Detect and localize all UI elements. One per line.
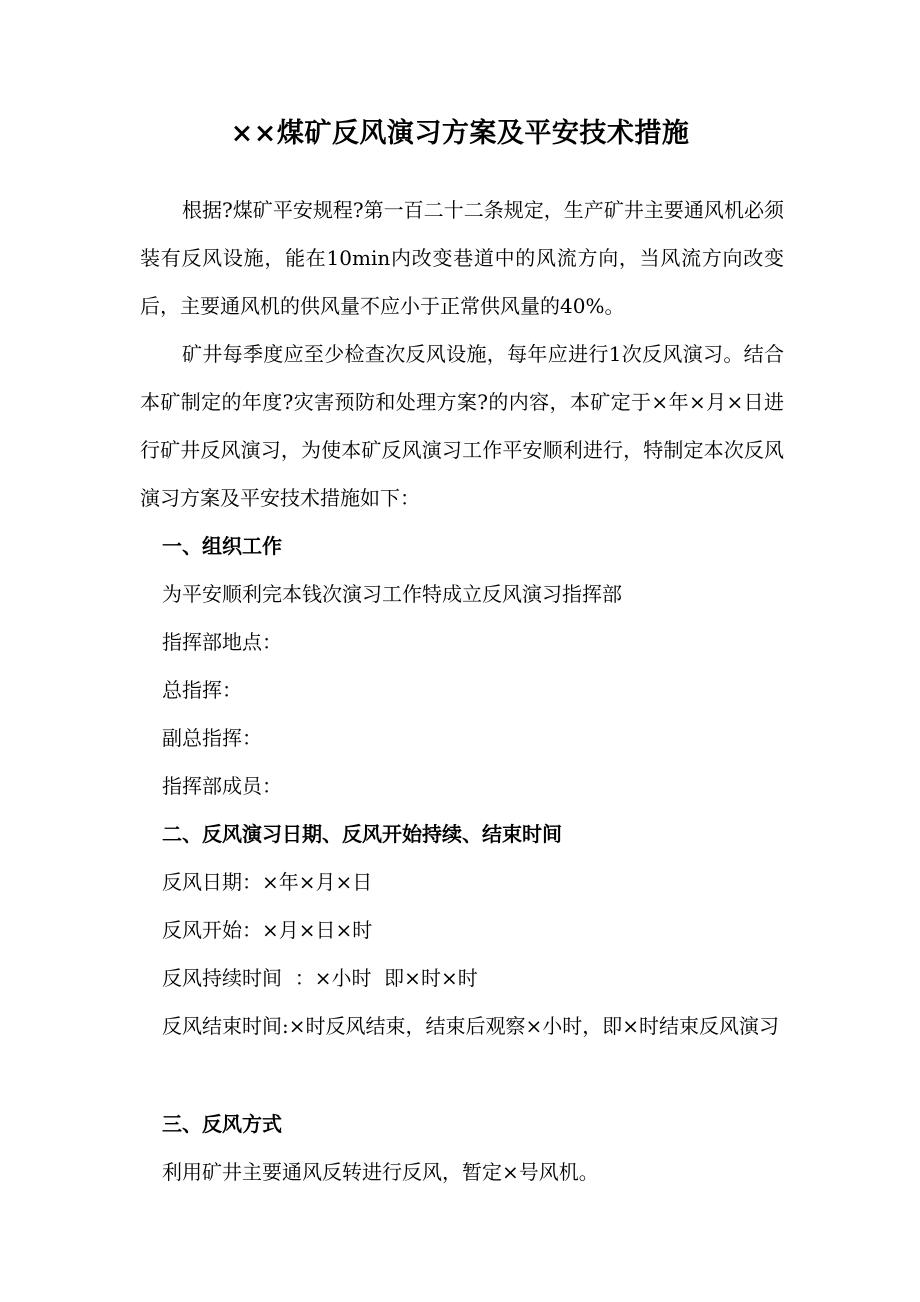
section2-line-2: 反风开始：×月×日×时 bbox=[162, 918, 373, 942]
document-title: ××煤矿反风演习方案及平安技术措施 bbox=[230, 118, 690, 149]
section1-line-3: 总指挥： bbox=[162, 678, 242, 702]
section1-line-2: 指挥部地点： bbox=[162, 630, 282, 654]
section1-heading: 一、组织工作 bbox=[162, 534, 282, 558]
section2-heading: 二、反风演习日期、反风开始持续、结束时间 bbox=[162, 822, 562, 846]
intro-paragraph-1: 根据?煤矿平安规程?第一百二十二条规定，生产矿井主要通风机必须装有反风设施，能在10min内改变巷道中的风流方向，当风流方向改变后，主要通风机的供风量不应小于正常供风量的40%。 bbox=[140, 198, 784, 318]
section2-line-1: 反风日期：×年×月×日 bbox=[162, 870, 373, 894]
section2-line-3: 反风持续时间 ：×小时 即×时×时 bbox=[162, 966, 478, 990]
section3-heading: 三、反风方式 bbox=[162, 1112, 282, 1136]
section3-line-1: 利用矿井主要通风反转进行反风，暂定×号风机。 bbox=[162, 1160, 599, 1184]
intro-paragraph-2: 矿井每季度应至少检查次反风设施，每年应进行1次反风演习。结合本矿制定的年度?灾害预防和处理方案?的内容，本矿定于×年×月×日进行矿井反风演习，为使本矿反风演习工作平安顺利进行，特制定本次反风演习方案及平安技术措施如下： bbox=[140, 342, 784, 510]
section1-line-1: 为平安顺利完本钱次演习工作特成立反风演习指挥部 bbox=[162, 582, 622, 606]
section1-line-5: 指挥部成员： bbox=[162, 774, 282, 798]
section1-line-4: 副总指挥： bbox=[162, 726, 262, 750]
section2-end-time: 反风结束时间:×时反风结束，结束后观察×小时，即×时结束反风演习 bbox=[162, 1014, 780, 1038]
